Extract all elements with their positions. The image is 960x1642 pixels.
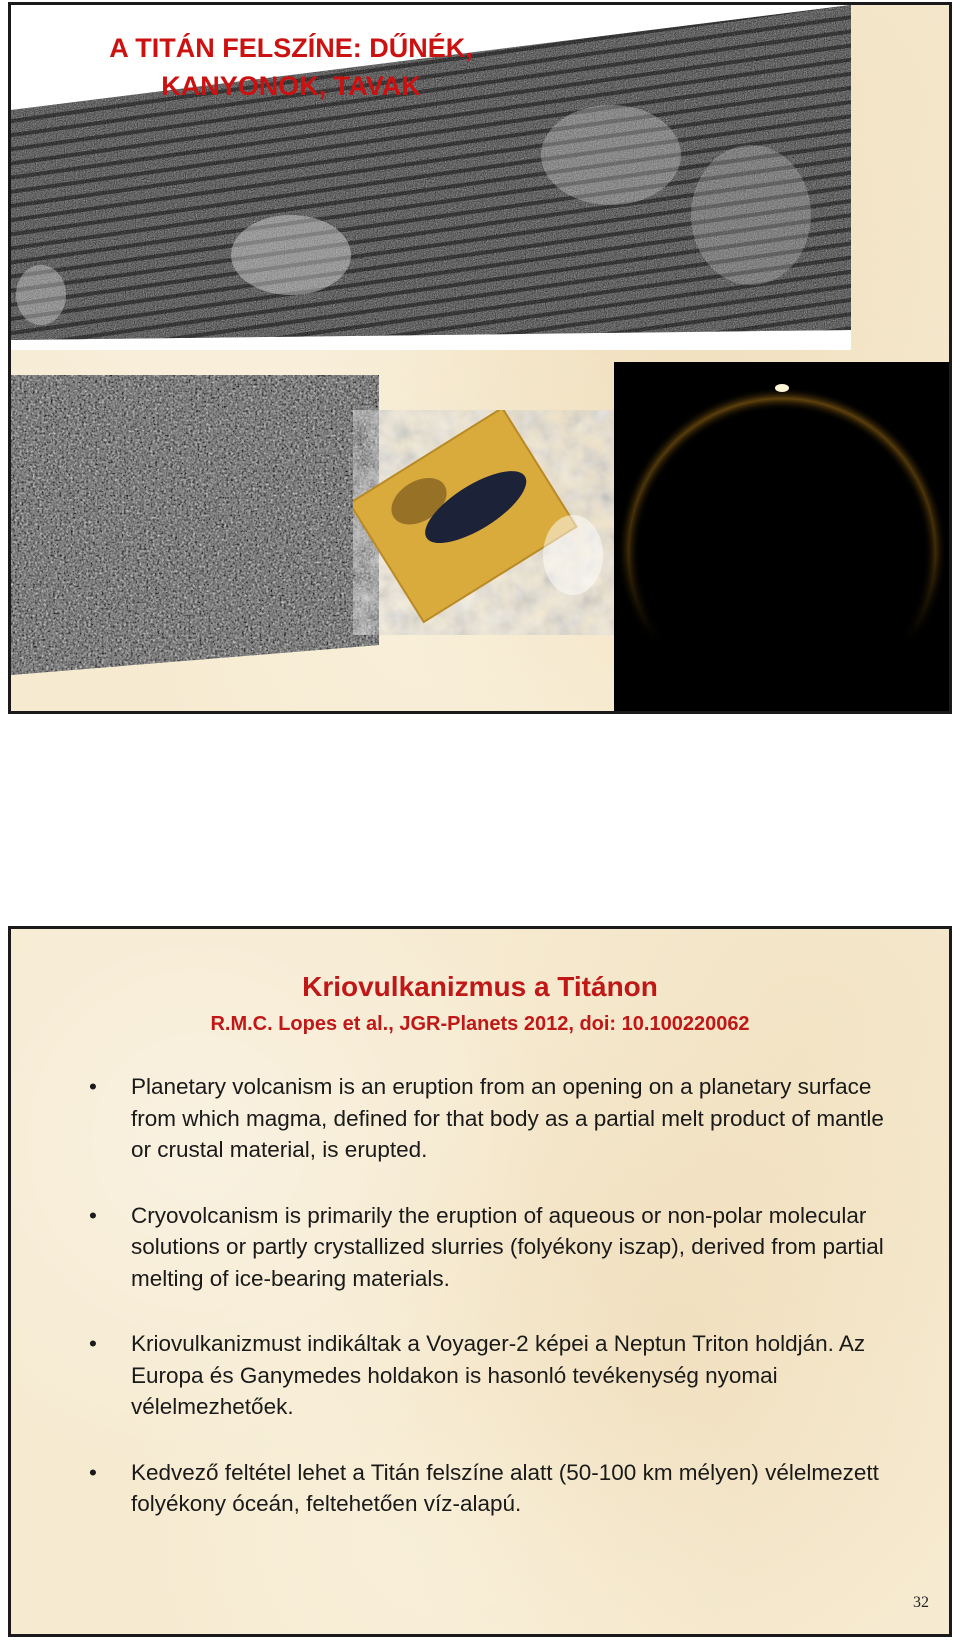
title-line-1: A TITÁN FELSZÍNE: DŰNÉK, bbox=[109, 33, 473, 63]
title-line-2: KANYONOK, TAVAK bbox=[161, 71, 421, 101]
slide-title bbox=[71, 29, 511, 105]
list-item bbox=[89, 1071, 889, 1166]
bullet-text: Kedvező feltétel lehet a Titán felszíne alatt (50-100 km mélyen) vélelmezett folyékony óceán, feltehetően víz-alapú. bbox=[131, 1459, 879, 1516]
bullet-text: Planetary volcanism is an eruption from an opening on a planetary surface from which magma, defined for that body as a partial melt product of mantle or crustal material, is erupted. bbox=[131, 1074, 884, 1162]
list-item bbox=[89, 1200, 889, 1295]
bullet-list bbox=[89, 1071, 889, 1554]
reference-citation: R.M.C. Lopes et al., JGR-Planets 2012, doi: 10.100220062 bbox=[210, 1013, 750, 1035]
bullet-icon: • bbox=[89, 1202, 97, 1228]
slide-titan-surface bbox=[8, 2, 952, 714]
slide-title: Kriovulkanizmus a Titánon bbox=[302, 971, 658, 1002]
list-item bbox=[89, 1457, 889, 1520]
radar-canyons-image bbox=[11, 375, 379, 690]
lake-mosaic-image bbox=[353, 410, 618, 635]
bullet-text: Cryovolcanism is primarily the eruption of aqueous or non-polar molecular solutions or partly crystallized slurries (folyékony iszap), derived from partial melting of ice-bearing materials. bbox=[131, 1202, 884, 1291]
page-number: 32 bbox=[913, 1594, 929, 1611]
bullet-icon: • bbox=[89, 1074, 97, 1099]
list-item bbox=[89, 1328, 889, 1423]
specular-reflection-image bbox=[614, 362, 949, 712]
bullet-icon: • bbox=[89, 1459, 97, 1485]
slide-cryovolcanism bbox=[8, 926, 952, 1637]
bullet-icon: • bbox=[89, 1331, 97, 1356]
bullet-text: Kriovulkanizmust indikáltak a Voyager-2 képei a Neptun Triton holdján. Az Europa és Ganymedes holdakon is hasonló tevékenység nyomai vélelmezhetőek. bbox=[131, 1331, 866, 1419]
